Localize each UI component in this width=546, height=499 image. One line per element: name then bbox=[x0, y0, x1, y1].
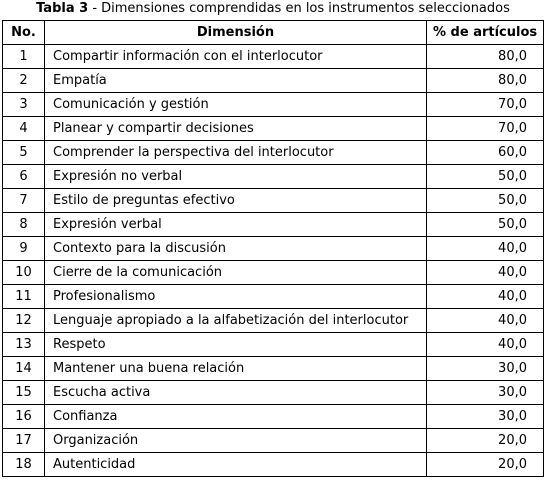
percent-cell: 30,0 bbox=[427, 381, 544, 405]
percent-cell: 70,0 bbox=[427, 93, 544, 117]
row-number-cell: 15 bbox=[3, 381, 45, 405]
row-number-cell: 2 bbox=[3, 69, 45, 93]
percent-cell: 20,0 bbox=[427, 453, 544, 477]
percent-cell: 80,0 bbox=[427, 69, 544, 93]
dimension-cell: Confianza bbox=[45, 405, 427, 429]
row-number-cell: 8 bbox=[3, 213, 45, 237]
dimension-cell: Lenguaje apropiado a la alfabetización del interlocutor bbox=[45, 309, 427, 333]
table-row bbox=[3, 357, 544, 381]
dimensions-table bbox=[2, 20, 544, 477]
dimension-cell: Compartir información con el interlocutor bbox=[45, 45, 427, 69]
row-number-cell: 9 bbox=[3, 237, 45, 261]
row-number-cell: 3 bbox=[3, 93, 45, 117]
dimension-cell: Expresión verbal bbox=[45, 213, 427, 237]
dimension-cell: Empatía bbox=[45, 69, 427, 93]
percent-cell: 20,0 bbox=[427, 429, 544, 453]
dimension-cell: Cierre de la comunicación bbox=[45, 261, 427, 285]
header-number: No. bbox=[3, 21, 45, 45]
percent-cell: 40,0 bbox=[427, 333, 544, 357]
row-number-cell: 18 bbox=[3, 453, 45, 477]
table-row bbox=[3, 285, 544, 309]
table-row bbox=[3, 405, 544, 429]
row-number-cell: 7 bbox=[3, 189, 45, 213]
table-caption-label: Tabla 3 bbox=[36, 1, 89, 16]
row-number-cell: 17 bbox=[3, 429, 45, 453]
row-number-cell: 5 bbox=[3, 141, 45, 165]
table-caption-text: - Dimensiones comprendidas en los instrumentos seleccionados bbox=[88, 1, 510, 16]
percent-cell: 30,0 bbox=[427, 357, 544, 381]
dimension-cell: Escucha activa bbox=[45, 381, 427, 405]
percent-cell: 40,0 bbox=[427, 261, 544, 285]
percent-cell: 50,0 bbox=[427, 213, 544, 237]
row-number-cell: 1 bbox=[3, 45, 45, 69]
row-number-cell: 14 bbox=[3, 357, 45, 381]
percent-cell: 50,0 bbox=[427, 189, 544, 213]
header-dimension: Dimensión bbox=[45, 21, 427, 45]
row-number-cell: 4 bbox=[3, 117, 45, 141]
dimension-cell: Comunicación y gestión bbox=[45, 93, 427, 117]
dimension-cell: Profesionalismo bbox=[45, 285, 427, 309]
dimension-cell: Autenticidad bbox=[45, 453, 427, 477]
percent-cell: 50,0 bbox=[427, 165, 544, 189]
percent-cell: 40,0 bbox=[427, 285, 544, 309]
percent-cell: 80,0 bbox=[427, 45, 544, 69]
table-row bbox=[3, 141, 544, 165]
table-row bbox=[3, 213, 544, 237]
table-row bbox=[3, 45, 544, 69]
table-row bbox=[3, 117, 544, 141]
dimension-cell: Planear y compartir decisiones bbox=[45, 117, 427, 141]
table-row bbox=[3, 69, 544, 93]
row-number-cell: 10 bbox=[3, 261, 45, 285]
dimension-cell: Expresión no verbal bbox=[45, 165, 427, 189]
table-row bbox=[3, 309, 544, 333]
dimension-cell: Mantener una buena relación bbox=[45, 357, 427, 381]
table-body bbox=[3, 45, 544, 477]
table-row bbox=[3, 381, 544, 405]
percent-cell: 40,0 bbox=[427, 309, 544, 333]
dimension-cell: Contexto para la discusión bbox=[45, 237, 427, 261]
table-row bbox=[3, 429, 544, 453]
row-number-cell: 13 bbox=[3, 333, 45, 357]
percent-cell: 70,0 bbox=[427, 117, 544, 141]
table-row bbox=[3, 165, 544, 189]
table-row bbox=[3, 237, 544, 261]
dimension-cell: Comprender la perspectiva del interlocutor bbox=[45, 141, 427, 165]
table-row bbox=[3, 93, 544, 117]
row-number-cell: 12 bbox=[3, 309, 45, 333]
table-row bbox=[3, 453, 544, 477]
dimension-cell: Respeto bbox=[45, 333, 427, 357]
table-header-row bbox=[3, 21, 544, 45]
row-number-cell: 6 bbox=[3, 165, 45, 189]
table-row bbox=[3, 333, 544, 357]
row-number-cell: 16 bbox=[3, 405, 45, 429]
header-percent-articles: % de artículos bbox=[427, 21, 544, 45]
dimension-cell: Organización bbox=[45, 429, 427, 453]
table-caption bbox=[0, 0, 546, 17]
percent-cell: 40,0 bbox=[427, 237, 544, 261]
percent-cell: 60,0 bbox=[427, 141, 544, 165]
row-number-cell: 11 bbox=[3, 285, 45, 309]
table-row bbox=[3, 261, 544, 285]
table-row bbox=[3, 189, 544, 213]
percent-cell: 30,0 bbox=[427, 405, 544, 429]
dimension-cell: Estilo de preguntas efectivo bbox=[45, 189, 427, 213]
